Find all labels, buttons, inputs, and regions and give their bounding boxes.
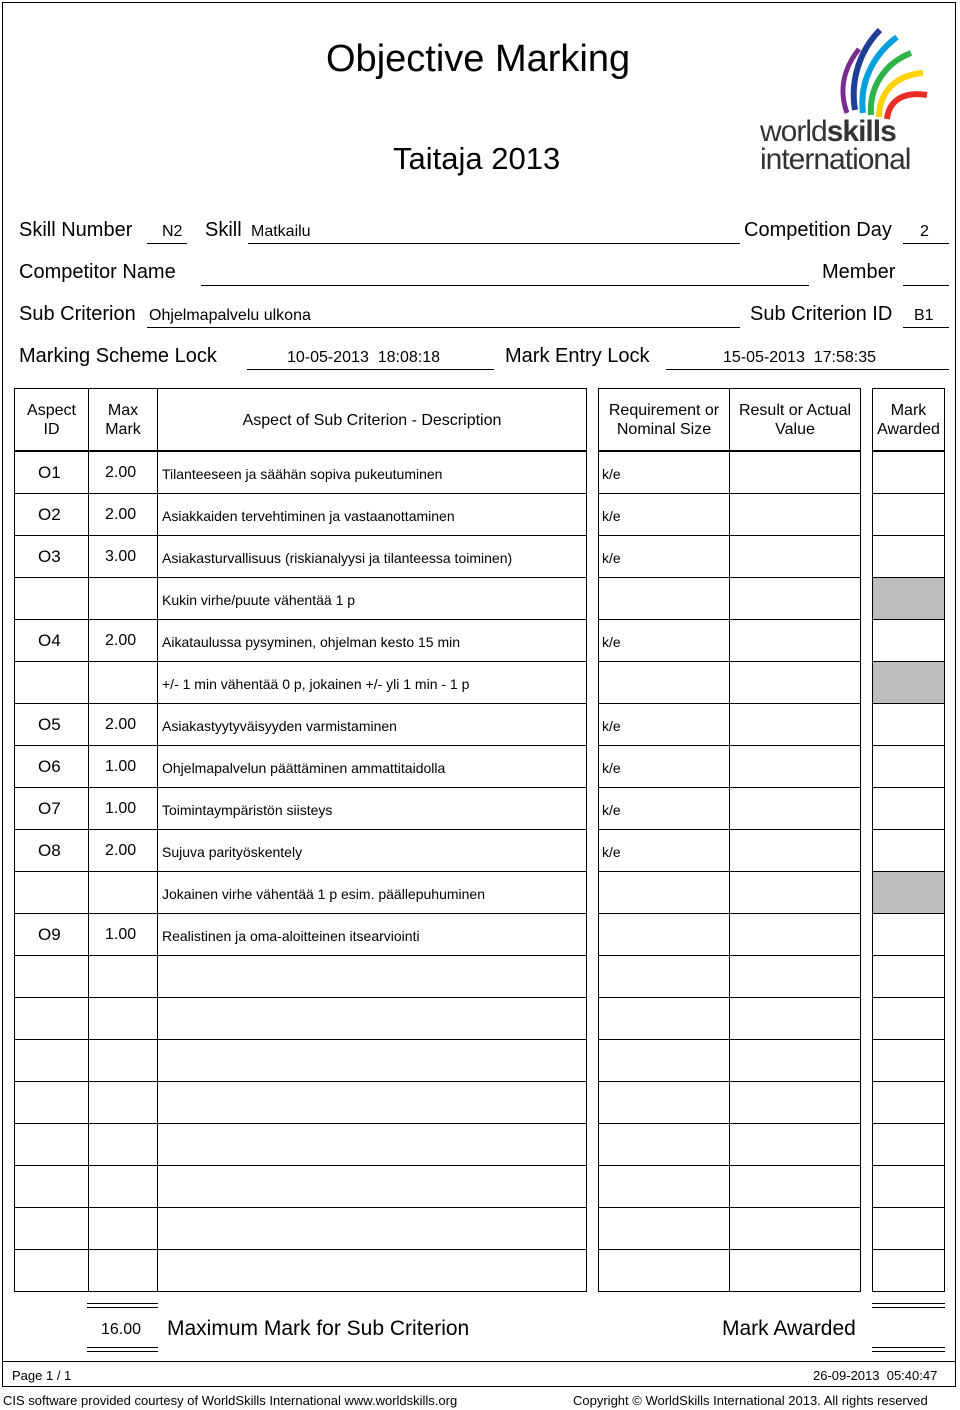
- max-mark-cell: [88, 661, 158, 704]
- header-requirement: Requirement or Nominal Size: [608, 402, 720, 438]
- mark-awarded-cell[interactable]: [872, 1249, 945, 1292]
- result-cell[interactable]: [729, 1165, 861, 1208]
- description-cell: [157, 1165, 587, 1208]
- skill-label: Skill: [205, 219, 242, 241]
- aspect-id: O5: [38, 715, 61, 734]
- max-mark-cell: [88, 1123, 158, 1166]
- aspect-description: Toimintaympäristön siisteys: [162, 802, 333, 818]
- max-mark-cell: [88, 1165, 158, 1208]
- mark-awarded-cell[interactable]: [872, 955, 945, 998]
- result-cell[interactable]: [729, 1123, 861, 1166]
- aspect-id: O6: [38, 757, 61, 776]
- max-mark: 1.00: [105, 800, 137, 817]
- competition-day-label: Competition Day: [744, 219, 892, 241]
- max-mark: 2.00: [105, 506, 137, 523]
- result-cell[interactable]: [729, 997, 861, 1040]
- mark-awarded-cell[interactable]: [872, 493, 945, 536]
- result-cell[interactable]: [729, 787, 861, 830]
- aspect-description: Aikataulussa pysyminen, ohjelman kesto 15 min: [162, 634, 461, 650]
- mark-awarded-cell[interactable]: [872, 1207, 945, 1250]
- result-cell[interactable]: [729, 1249, 861, 1292]
- aspect-id-cell: [14, 1081, 89, 1124]
- result-cell[interactable]: [729, 1207, 861, 1250]
- aspect-id-cell: [14, 661, 89, 704]
- aspect-id-cell: [14, 1123, 89, 1166]
- header-result: Result or Actual Value: [738, 402, 852, 438]
- footer-copyright: Copyright © WorldSkills International 2013. All rights reserved: [573, 1393, 928, 1408]
- sub-criterion-id-value: B1: [914, 307, 934, 324]
- description-cell: [157, 1039, 587, 1082]
- member-line: [903, 265, 949, 286]
- description-cell: [157, 1081, 587, 1124]
- aspect-description: Tilanteeseen ja säähän sopiva pukeutuminen: [162, 466, 443, 482]
- aspect-id-cell: [14, 1249, 89, 1292]
- aspect-id: O9: [38, 925, 61, 944]
- skill-number-label: Skill Number: [19, 219, 133, 241]
- worldskills-logo: [755, 25, 940, 180]
- header-description: Aspect of Sub Criterion - Description: [242, 412, 502, 429]
- max-mark: 2.00: [105, 632, 137, 649]
- requirement-cell: [598, 1249, 730, 1292]
- mark-awarded-cell[interactable]: [872, 1123, 945, 1166]
- marking-scheme-lock-label: Marking Scheme Lock: [19, 345, 217, 367]
- result-cell[interactable]: [729, 493, 861, 536]
- max-mark-cell: [88, 1249, 158, 1292]
- aspect-description: Asiakasturvallisuus (riskianalyysi ja tilanteessa toiminen): [162, 550, 513, 566]
- result-cell[interactable]: [729, 1081, 861, 1124]
- mark-awarded-cell[interactable]: [872, 745, 945, 788]
- competitor-name-line: [201, 265, 809, 286]
- mark-awarded-cell[interactable]: [872, 1039, 945, 1082]
- requirement-value: k/e: [602, 718, 621, 734]
- requirement-cell: [598, 1039, 730, 1082]
- requirement-cell: [598, 661, 730, 704]
- requirement-cell: [598, 1207, 730, 1250]
- sub-criterion-label: Sub Criterion: [19, 303, 136, 325]
- requirement-cell: [598, 1081, 730, 1124]
- mark-awarded-cell[interactable]: [872, 1081, 945, 1124]
- description-cell: [157, 1249, 587, 1292]
- max-mark: 3.00: [105, 548, 137, 565]
- footer-divider: [2, 1361, 956, 1362]
- aspect-description: Realistinen ja oma-aloitteinen itsearviointi: [162, 928, 420, 944]
- result-cell[interactable]: [729, 829, 861, 872]
- max-mark: 2.00: [105, 842, 137, 859]
- result-cell[interactable]: [729, 661, 861, 704]
- aspect-id: O1: [38, 463, 61, 482]
- member-label: Member: [822, 261, 896, 283]
- logo-world: world: [760, 115, 827, 148]
- header-max-mark: Max Mark: [105, 402, 141, 438]
- requirement-value: k/e: [602, 508, 621, 524]
- requirement-cell: [598, 913, 730, 956]
- requirement-cell: [598, 997, 730, 1040]
- max-mark: 1.00: [105, 758, 137, 775]
- max-mark-cell: [88, 955, 158, 998]
- aspect-description: Sujuva parityöskentely: [162, 844, 303, 860]
- requirement-cell: [598, 871, 730, 914]
- aspect-description: Asiakkaiden tervehtiminen ja vastaanottaminen: [162, 508, 455, 524]
- description-cell: [157, 955, 587, 998]
- max-mark: 1.00: [105, 926, 137, 943]
- description-cell: [157, 1123, 587, 1166]
- result-cell[interactable]: [729, 619, 861, 662]
- mark-awarded-cell[interactable]: [872, 829, 945, 872]
- max-total-rule-bottom: [87, 1347, 158, 1352]
- result-cell[interactable]: [729, 535, 861, 578]
- mark-awarded-cell[interactable]: [872, 535, 945, 578]
- max-mark-cell: [88, 577, 158, 620]
- requirement-cell: [598, 1123, 730, 1166]
- aspect-id-cell: [14, 871, 89, 914]
- competitor-name-label: Competitor Name: [19, 261, 176, 283]
- aspect-id: O7: [38, 799, 61, 818]
- requirement-cell: [598, 577, 730, 620]
- result-cell[interactable]: [729, 871, 861, 914]
- page-title: Objective Marking: [326, 38, 631, 80]
- print-timestamp: 26-09-2013 05:40:47: [813, 1368, 938, 1383]
- logo-skills: skills: [826, 115, 896, 148]
- result-cell[interactable]: [729, 955, 861, 998]
- requirement-value: k/e: [602, 760, 621, 776]
- mark-awarded-cell[interactable]: [872, 451, 945, 494]
- skill-line: [248, 223, 740, 244]
- mark-awarded-cell[interactable]: [872, 619, 945, 662]
- result-cell[interactable]: [729, 1039, 861, 1082]
- aspect-id: O3: [38, 547, 61, 566]
- mark-awarded-cell[interactable]: [872, 661, 945, 704]
- result-cell[interactable]: [729, 451, 861, 494]
- mark-awarded-cell[interactable]: [872, 871, 945, 914]
- requirement-value: k/e: [602, 550, 621, 566]
- mark-awarded-rule-bottom: [872, 1347, 945, 1352]
- aspect-id-cell: [14, 1039, 89, 1082]
- page-number: Page 1 / 1: [12, 1368, 72, 1383]
- max-mark-cell: [88, 871, 158, 914]
- requirement-cell: [598, 1165, 730, 1208]
- mark-entry-lock-label: Mark Entry Lock: [505, 345, 650, 367]
- logo-international: international: [760, 143, 911, 176]
- header-mark-awarded: Mark Awarded: [877, 402, 940, 438]
- aspect-id-cell: [14, 577, 89, 620]
- event-title: Taitaja 2013: [393, 141, 561, 176]
- competition-day-value: 2: [920, 223, 929, 240]
- max-mark: 2.00: [105, 716, 137, 733]
- mark-awarded-cell[interactable]: [872, 913, 945, 956]
- mark-awarded-cell[interactable]: [872, 1165, 945, 1208]
- max-mark-cell: [88, 1081, 158, 1124]
- skill-value: Matkailu: [251, 223, 311, 240]
- skill-number-value: N2: [162, 223, 183, 240]
- description-cell: [157, 997, 587, 1040]
- result-cell[interactable]: [729, 745, 861, 788]
- requirement-value: k/e: [602, 802, 621, 818]
- requirement-value: k/e: [602, 634, 621, 650]
- mark-awarded-cell[interactable]: [872, 577, 945, 620]
- mark-awarded-cell[interactable]: [872, 703, 945, 746]
- header-aspect-id: Aspect ID: [27, 402, 76, 438]
- sub-criterion-value: Ohjelmapalvelu ulkona: [149, 307, 311, 324]
- aspect-id: O2: [38, 505, 61, 524]
- requirement-value: k/e: [602, 844, 621, 860]
- aspect-description: Asiakastyytyväisyyden varmistaminen: [162, 718, 397, 734]
- aspect-description: +/- 1 min vähentää 0 p, jokainen +/- yli 1 min - 1 p: [162, 676, 470, 692]
- mark-awarded-cell[interactable]: [872, 997, 945, 1040]
- requirement-cell: [598, 955, 730, 998]
- aspect-description: Kukin virhe/puute vähentää 1 p: [162, 592, 356, 608]
- max-total-value: 16.00: [101, 1321, 142, 1338]
- aspect-id-cell: [14, 997, 89, 1040]
- result-cell[interactable]: [729, 577, 861, 620]
- aspect-id: O4: [38, 631, 61, 650]
- result-cell[interactable]: [729, 913, 861, 956]
- mark-entry-lock-value: 15-05-2013 17:58:35: [723, 349, 877, 366]
- sub-criterion-id-label: Sub Criterion ID: [750, 303, 893, 325]
- requirement-value: k/e: [602, 466, 621, 482]
- aspect-id-cell: [14, 1165, 89, 1208]
- aspect-id-cell: [14, 955, 89, 998]
- description-cell: [157, 1207, 587, 1250]
- worldskills-ribbon-icon: [755, 25, 940, 125]
- max-total-label: Maximum Mark for Sub Criterion: [167, 1317, 470, 1340]
- aspect-id-cell: [14, 1207, 89, 1250]
- marking-scheme-lock-value: 10-05-2013 18:08:18: [287, 349, 441, 366]
- aspect-description: Ohjelmapalvelun päättäminen ammattitaidolla: [162, 760, 446, 776]
- max-mark-cell: [88, 1207, 158, 1250]
- mark-awarded-cell[interactable]: [872, 787, 945, 830]
- max-mark: 2.00: [105, 464, 137, 481]
- mark-awarded-label: Mark Awarded: [722, 1317, 856, 1340]
- mark-awarded-rule-top: [872, 1303, 945, 1308]
- footer-credits: CIS software provided courtesy of WorldSkills International www.worldskills.org: [3, 1393, 458, 1408]
- max-total-rule-top: [87, 1303, 158, 1308]
- max-mark-cell: [88, 997, 158, 1040]
- aspect-id: O8: [38, 841, 61, 860]
- result-cell[interactable]: [729, 703, 861, 746]
- max-mark-cell: [88, 1039, 158, 1082]
- aspect-description: Jokainen virhe vähentää 1 p esim. päällepuhuminen: [162, 886, 485, 902]
